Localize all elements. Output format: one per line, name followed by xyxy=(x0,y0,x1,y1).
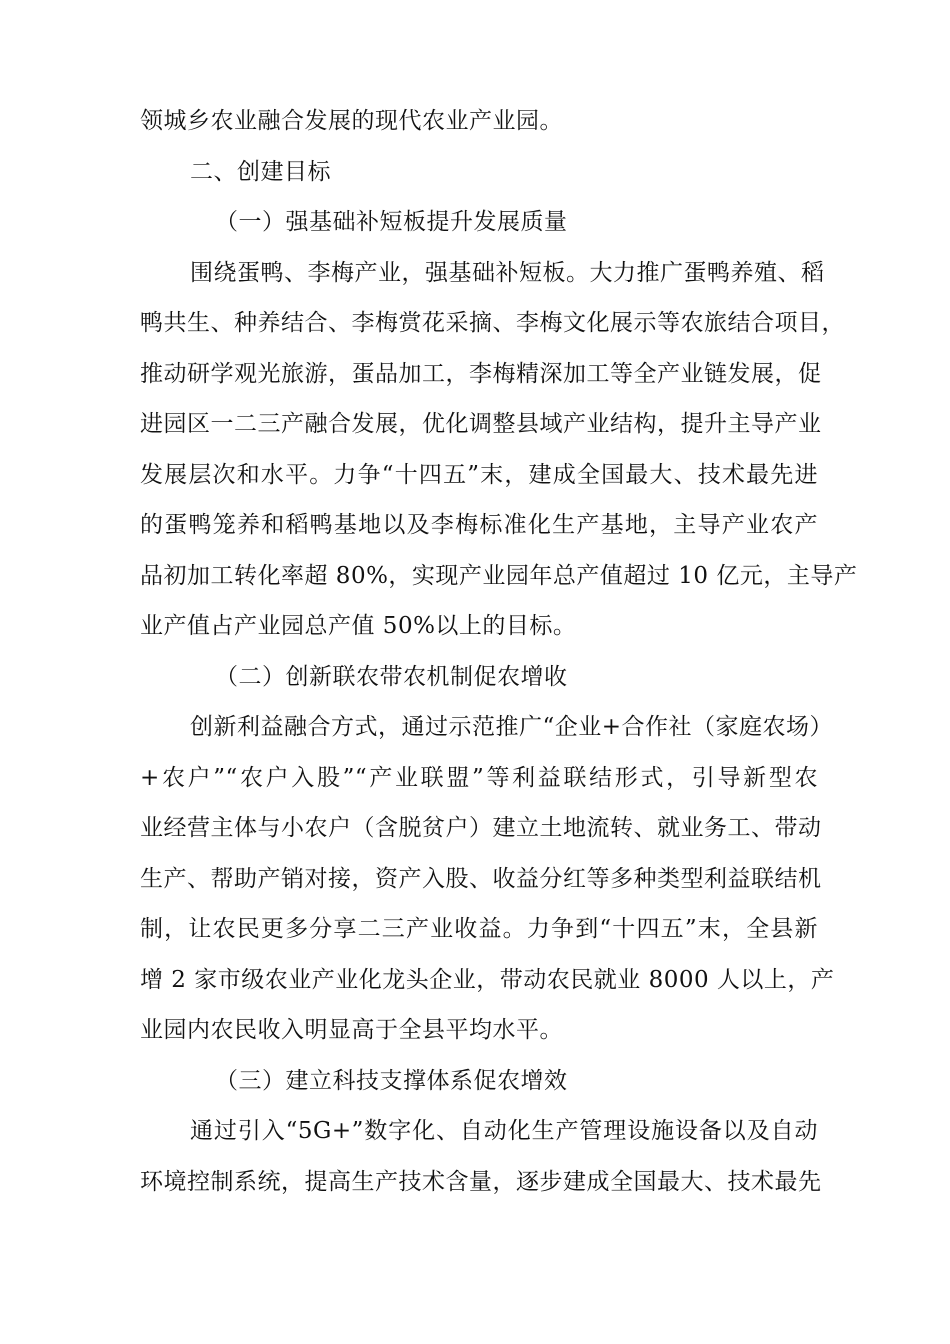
paragraph-line: 发展层次和水平。力争“十四五”末，建成全国最大、技术最先进 xyxy=(140,461,818,488)
paragraph-line: 通过引入“5G+”数字化、自动化生产管理设施设备以及自动 xyxy=(190,1118,818,1144)
subsection-heading: （一）强基础补短板提升发展质量 xyxy=(215,209,568,235)
subsection-heading: （三）建立科技支撑体系促农增效 xyxy=(215,1067,568,1094)
paragraph-line: 的蛋鸭笼养和稻鸭基地以及李梅标准化生产基地，主导产业农产 xyxy=(140,512,818,538)
subsection-heading: （二）创新联农带农机制促农增收 xyxy=(215,663,568,690)
document-body xyxy=(140,96,858,1207)
paragraph-line: 环境控制系统，提高生产技术含量，逐步建成全国最大、技术最先 xyxy=(140,1168,822,1195)
section-heading: 二、创建目标 xyxy=(190,158,331,185)
paragraph-line: 推动研学观光旅游，蛋品加工，李梅精深加工等全产业链发展，促 xyxy=(140,360,822,387)
paragraph-line: 制，让农民更多分享二三产业收益。力争到“十四五”末，全县新 xyxy=(140,916,818,942)
paragraph-line: +农户”“农户入股”“产业联盟”等利益联结形式，引导新型农 xyxy=(140,764,818,791)
paragraph-line: 业园内农民收入明显高于全县平均水平。 xyxy=(140,1017,563,1043)
paragraph-line: 生产、帮助产销对接，资产入股、收益分红等多种类型利益联结机 xyxy=(140,865,822,892)
paragraph-line: 进园区一二三产融合发展，优化调整县域产业结构，提升主导产业 xyxy=(140,411,822,437)
paragraph-line: 围绕蛋鸭、李梅产业，强基础补短板。大力推广蛋鸭养殖、稻 xyxy=(190,259,825,286)
paragraph-line: 创新利益融合方式，通过示范推广“企业+合作社（家庭农场） xyxy=(190,714,834,740)
paragraph-continuation: 领城乡农业融合发展的现代农业产业园。 xyxy=(140,108,563,134)
paragraph-line: 鸭共生、种养结合、李梅赏花采摘、李梅文化展示等农旅结合项目， xyxy=(140,310,845,336)
paragraph-line: 品初加工转化率超 80%，实现产业园年总产值超过 10 亿元，主导产 xyxy=(140,562,858,589)
paragraph-line: 增 2 家市级农业产业化龙头企业，带动农民就业 8000 人以上，产 xyxy=(140,966,835,993)
paragraph-line: 业产值占产业园总产值 50%以上的目标。 xyxy=(140,613,577,639)
paragraph-line: 业经营主体与小农户（含脱贫户）建立土地流转、就业务工、带动 xyxy=(140,815,822,841)
